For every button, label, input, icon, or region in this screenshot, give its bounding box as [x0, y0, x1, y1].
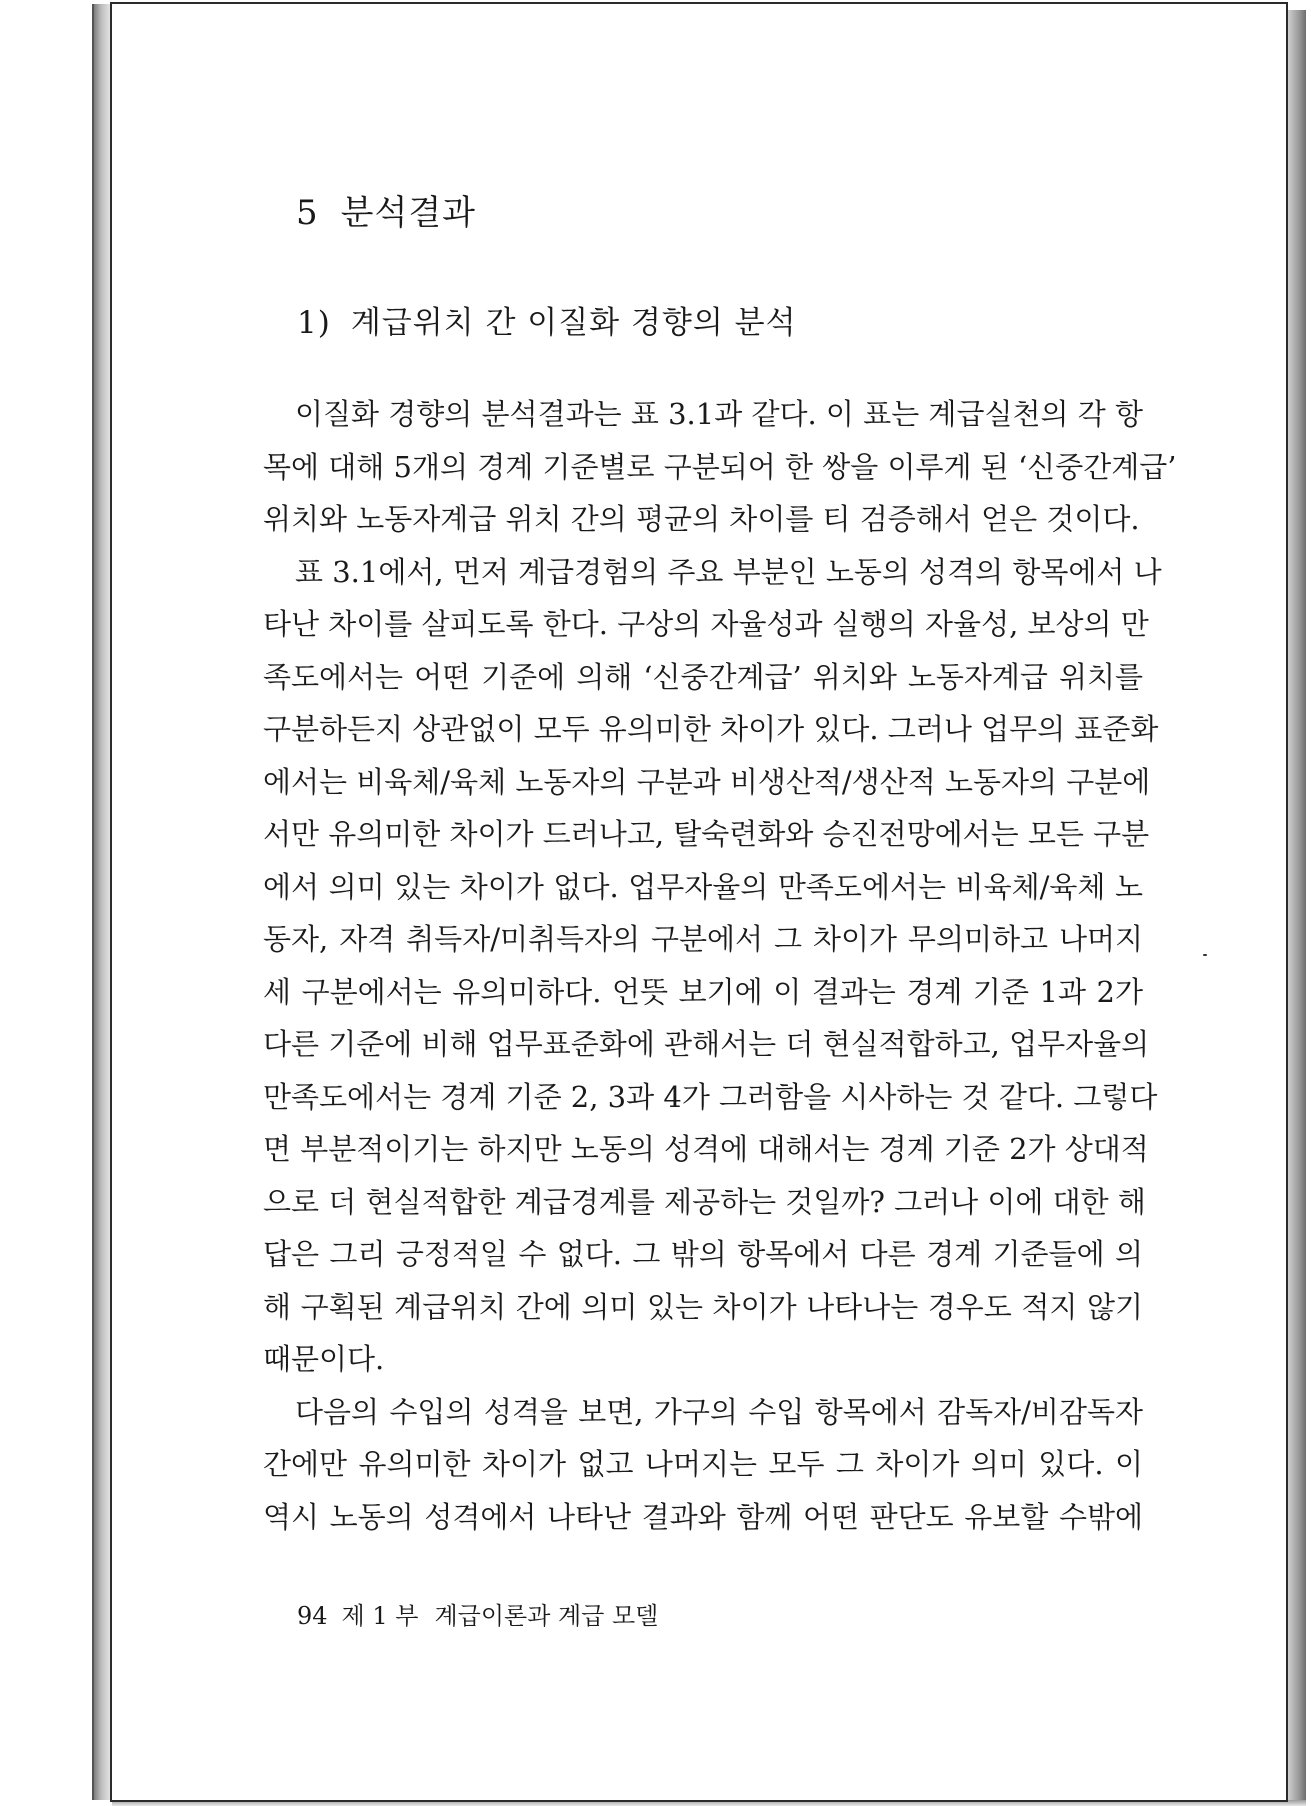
text-line: 서만 유의미한 차이가 드러나고, 탈숙련화와 승진전망에서는 모든 구분	[263, 817, 1150, 851]
subsection-number: 1)	[297, 305, 331, 341]
section-title: 분석결과	[340, 193, 477, 233]
book-edge-right	[1288, 10, 1306, 1800]
text-line: 동자, 자격 취득자/미취득자의 구분에서 그 차이가 무의미하고 나머지	[263, 922, 1143, 956]
body-text	[263, 388, 1177, 1543]
text-line: 세 구분에서는 유의미하다. 언뜻 보기에 이 결과는 경계 기준 1과 2가	[263, 974, 1143, 1009]
text-line: 역시 노동의 성격에서 나타난 결과와 함께 어떤 판단도 유보할 수밖에	[263, 1499, 1143, 1534]
footer-part: 제 1 부	[341, 1602, 419, 1630]
page-number: 94	[297, 1602, 328, 1630]
book-edge-left	[92, 4, 110, 1800]
text-line: 해 구획된 계급위치 간에 의미 있는 차이가 나타나는 경우도 적지 않기	[263, 1289, 1143, 1324]
text-line: 간에만 유의미한 차이가 없고 나머지는 모두 그 차이가 의미 있다. 이	[263, 1447, 1143, 1481]
text-line: 때문이다.	[263, 1342, 385, 1376]
text-line: 표 3.1에서, 먼저 계급경험의 주요 부분인 노동의 성격의 항목에서 나	[295, 554, 1162, 589]
subsection-heading	[297, 297, 797, 342]
text-line: 구분하든지 상관없이 모두 유의미한 차이가 있다. 그러나 업무의 표준화	[263, 712, 1159, 746]
text-line: 다음의 수입의 성격을 보면, 가구의 수입 항목에서 감독자/비감독자	[295, 1394, 1143, 1429]
text-line: 타난 차이를 살피도록 한다. 구상의 자율성과 실행의 자율성, 보상의 만	[263, 607, 1149, 641]
text-line: 에서 의미 있는 차이가 없다. 업무자율의 만족도에서는 비육체/육체 노	[263, 869, 1143, 904]
text-line: 에서는 비육체/육체 노동자의 구분과 비생산적/생산적 노동자의 구분에	[263, 764, 1151, 799]
page-footer	[297, 1596, 658, 1631]
text-line: 으로 더 현실적합한 계급경계를 제공하는 것일까? 그러나 이에 대한 해	[263, 1184, 1146, 1219]
subsection-title: 계급위치 간 이질화 경향의 분석	[350, 305, 797, 341]
text-line: 목에 대해 5개의 경계 기준별로 구분되어 한 쌍을 이루게 된 ‘신중간계급’	[263, 449, 1177, 484]
text-line: 이질화 경향의 분석결과는 표 3.1과 같다. 이 표는 계급실천의 각 항	[295, 397, 1143, 431]
text-line: 족도에서는 어떤 기준에 의해 ‘신중간계급’ 위치와 노동자계급 위치를	[263, 659, 1143, 694]
scan-speck	[1203, 954, 1207, 956]
text-line: 만족도에서는 경계 기준 2, 3과 4가 그러함을 시사하는 것 같다. 그렇다	[263, 1079, 1158, 1114]
text-line: 위치와 노동자계급 위치 간의 평균의 차이를 티 검증해서 얻은 것이다.	[263, 502, 1140, 536]
text-line: 면 부분적이기는 하지만 노동의 성격에 대해서는 경계 기준 2가 상대적	[263, 1132, 1149, 1166]
section-number: 5	[296, 193, 319, 233]
text-line: 다른 기준에 비해 업무표준화에 관해서는 더 현실적합하고, 업무자율의	[263, 1027, 1150, 1061]
text-line: 답은 그리 긍정적일 수 없다. 그 밖의 항목에서 다른 경계 기준들에 의	[263, 1237, 1143, 1271]
section-heading	[296, 185, 476, 234]
footer-title: 계급이론과 계급 모델	[434, 1602, 659, 1630]
